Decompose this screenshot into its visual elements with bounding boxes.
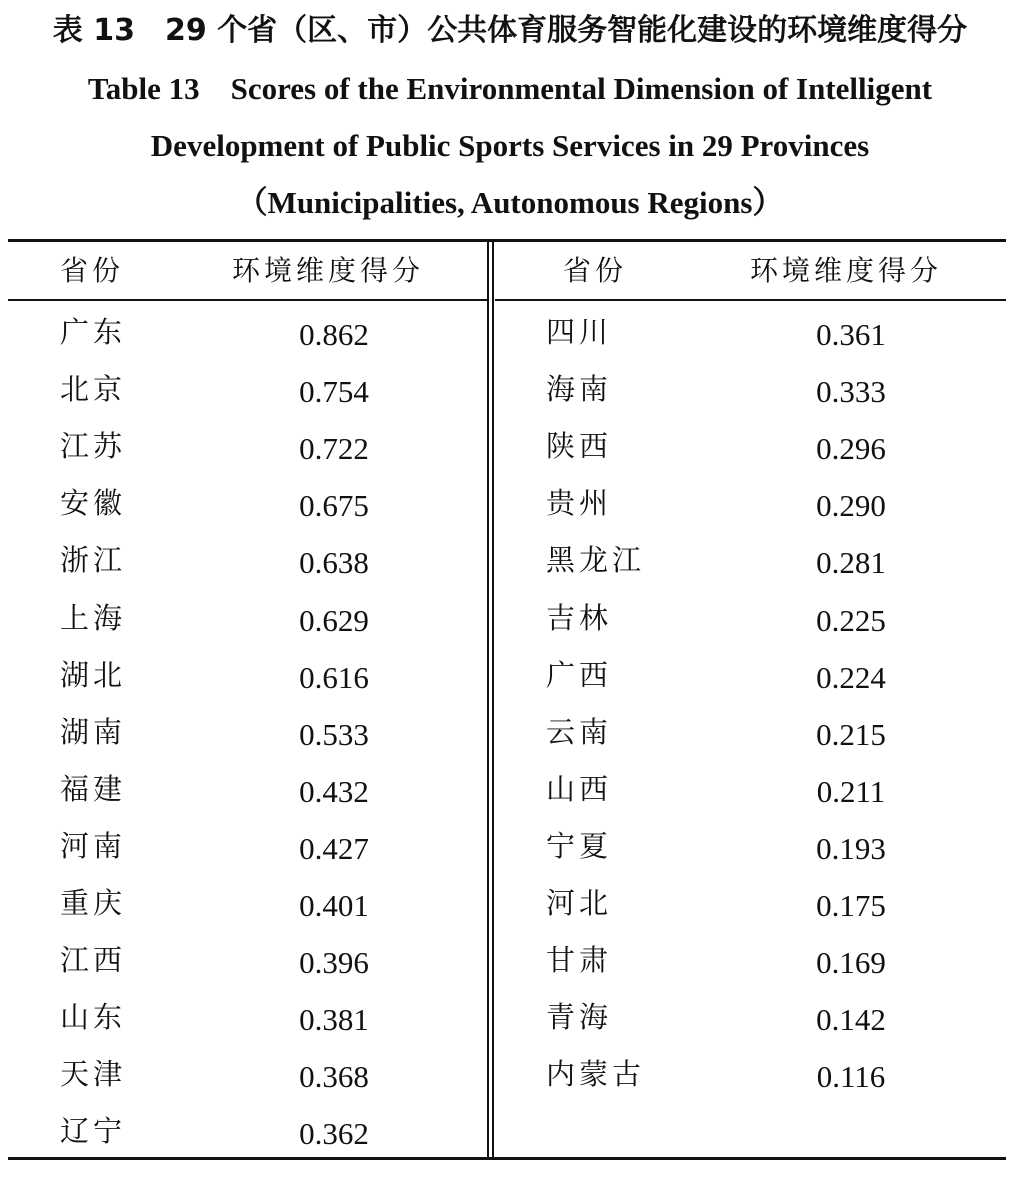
province-cell: 北京 [60, 372, 127, 406]
province-cell: 河南 [60, 829, 127, 863]
score-cell: 0.193 [816, 831, 886, 866]
caption-chinese: 表 13 29 个省（区、市）公共体育服务智能化建设的环境维度得分 [52, 13, 968, 48]
score-cell: 0.296 [816, 431, 886, 466]
province-cell: 山西 [546, 772, 613, 806]
score-cell: 0.381 [299, 1002, 369, 1037]
score-cell: 0.862 [299, 317, 369, 352]
score-cell: 0.211 [816, 774, 886, 809]
caption-english-line-1: Table 13 Scores of the Environmental Dimension of Intelligent [87, 71, 933, 106]
province-cell: 四川 [546, 315, 613, 349]
province-cell: 青海 [546, 1000, 613, 1034]
province-cell: 上海 [60, 601, 127, 635]
column-divider-2 [492, 241, 494, 1158]
province-cell: 河北 [546, 886, 613, 920]
score-cell: 0.368 [299, 1059, 369, 1094]
header-rule-left [8, 299, 489, 301]
caption-english-line-2: Development of Public Sports Services in 29 Provinces [150, 128, 870, 163]
province-cell: 内蒙古 [546, 1057, 646, 1091]
score-cell: 0.225 [816, 603, 886, 638]
province-cell: 贵州 [546, 486, 613, 520]
province-cell: 福建 [60, 772, 127, 806]
header-score-right: 环境维度得分 [750, 254, 943, 287]
province-cell: 湖南 [60, 715, 127, 749]
score-cell: 0.396 [299, 945, 369, 980]
score-cell: 0.638 [299, 545, 369, 580]
score-cell: 0.432 [299, 774, 369, 809]
column-divider-1 [487, 241, 489, 1158]
score-cell: 0.361 [816, 317, 886, 352]
province-cell: 海南 [546, 372, 613, 406]
province-cell: 天津 [60, 1057, 127, 1091]
header-rule-right [495, 299, 1006, 301]
score-cell: 0.215 [816, 717, 886, 752]
province-cell: 山东 [60, 1000, 127, 1034]
score-cell: 0.722 [299, 431, 369, 466]
caption-english-line-3: （Municipalities, Autonomous Regions） [236, 185, 784, 220]
header-score-left: 环境维度得分 [232, 254, 425, 287]
province-cell: 重庆 [60, 886, 127, 920]
score-cell: 0.401 [299, 888, 369, 923]
score-cell: 0.290 [816, 488, 886, 523]
score-cell: 0.116 [816, 1059, 886, 1094]
province-cell: 安徽 [60, 486, 127, 520]
score-cell: 0.629 [299, 603, 369, 638]
score-cell: 0.754 [299, 374, 369, 409]
province-cell: 江苏 [60, 429, 127, 463]
province-cell: 陕西 [546, 429, 613, 463]
province-cell: 吉林 [546, 601, 613, 635]
province-cell: 宁夏 [546, 829, 613, 863]
table-bottom-rule [8, 1157, 1006, 1160]
province-cell: 黑龙江 [546, 543, 646, 577]
province-cell: 广西 [546, 658, 613, 692]
province-cell: 辽宁 [60, 1114, 127, 1148]
score-cell: 0.333 [816, 374, 886, 409]
header-province-right: 省份 [563, 254, 628, 287]
score-cell: 0.142 [816, 1002, 886, 1037]
score-cell: 0.175 [816, 888, 886, 923]
province-cell: 云南 [546, 715, 613, 749]
province-cell: 江西 [60, 943, 127, 977]
score-cell: 0.616 [299, 660, 369, 695]
province-cell: 湖北 [60, 658, 127, 692]
score-cell: 0.281 [816, 545, 886, 580]
score-cell: 0.427 [299, 831, 369, 866]
score-cell: 0.224 [816, 660, 886, 695]
score-cell: 0.675 [299, 488, 369, 523]
header-province-left: 省份 [60, 254, 125, 287]
province-cell: 浙江 [60, 543, 127, 577]
score-cell: 0.362 [299, 1116, 369, 1151]
province-cell: 甘肃 [546, 943, 613, 977]
score-cell: 0.533 [299, 717, 369, 752]
score-cell: 0.169 [816, 945, 886, 980]
province-cell: 广东 [60, 315, 127, 349]
